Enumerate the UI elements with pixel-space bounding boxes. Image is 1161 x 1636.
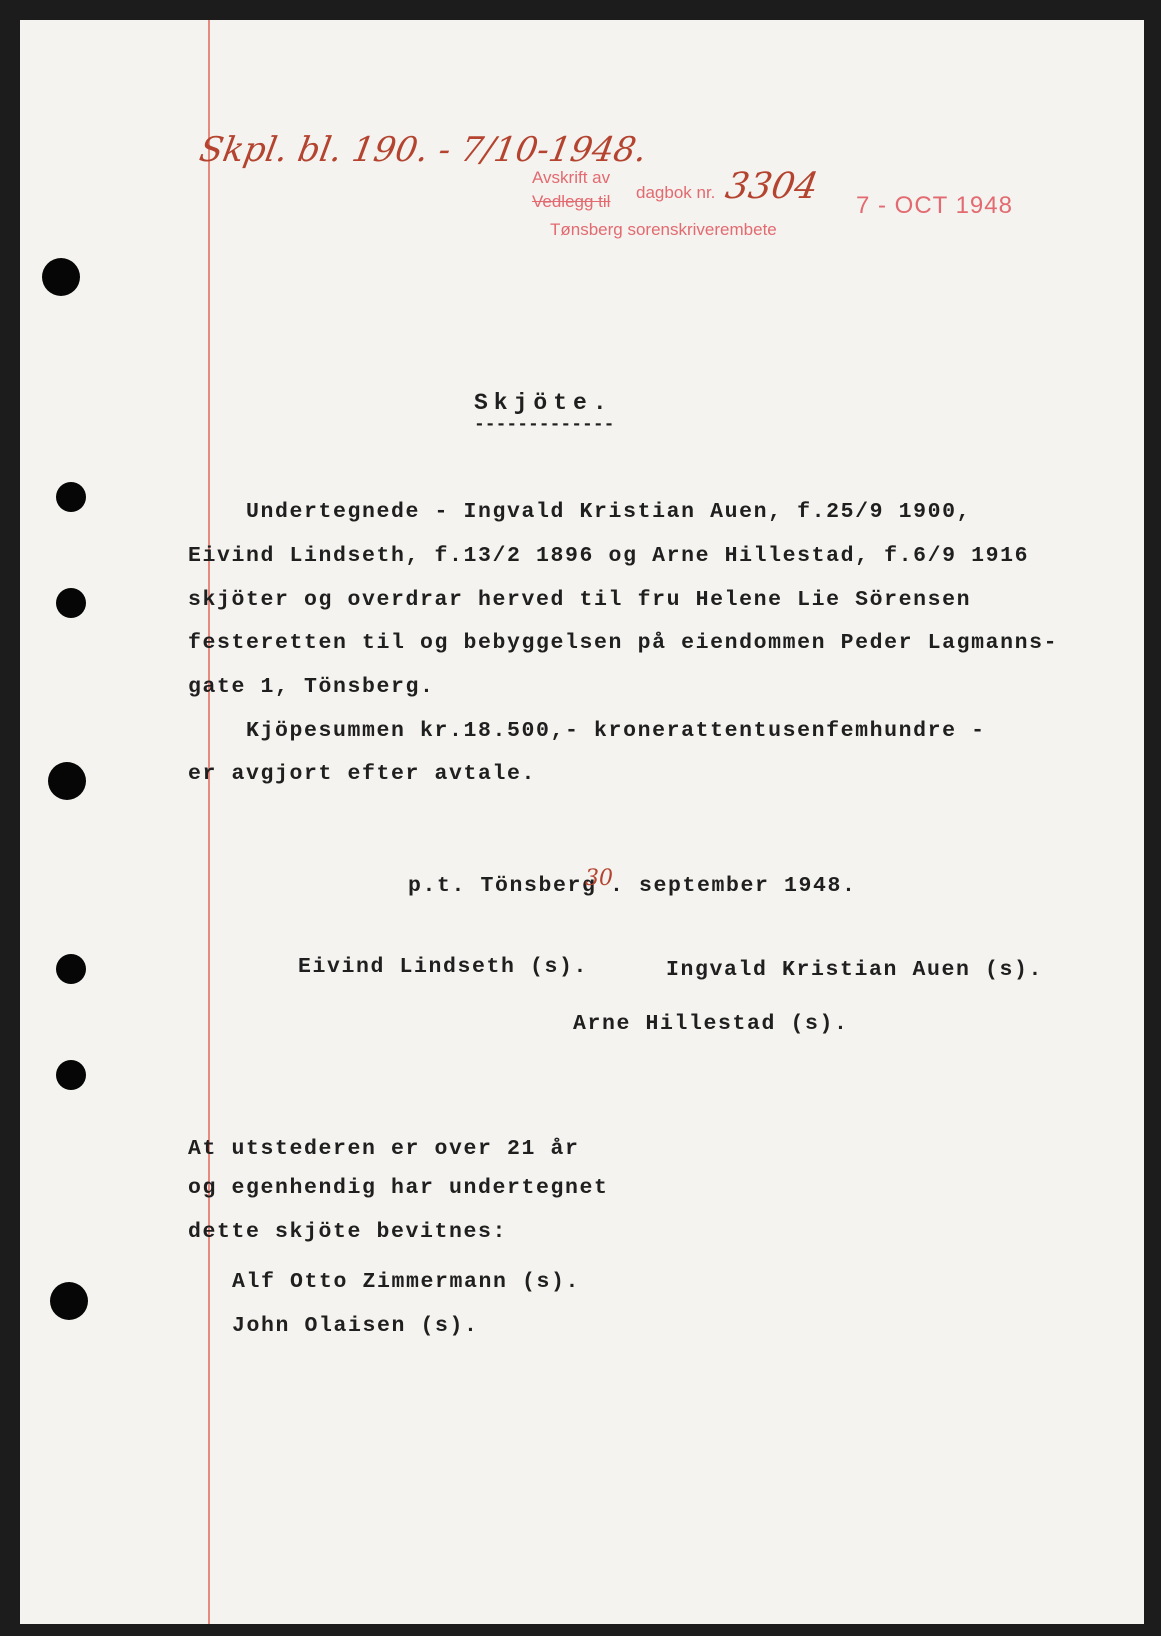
margin-line [208,20,210,1624]
place-date-suffix: . september 1948. [610,874,857,898]
document-page [20,20,1144,1624]
stamp-office: Tønsberg sorenskriverembete [550,220,777,239]
punch-hole [56,954,86,984]
body-line: Eivind Lindseth, f.13/2 1896 og Arne Hillestad, f.6/9 1916 [188,544,1030,568]
body-line: er avgjort efter avtale. [188,762,537,786]
punch-hole [42,258,80,296]
witness-name: John Olaisen (s). [232,1314,479,1338]
body-line: Undertegnede - Ingvald Kristian Auen, f.25/9 1900, [188,500,972,524]
stamp-date: 7 - OCT 1948 [856,192,1013,219]
signatory: Eivind Lindseth (s). [298,955,589,979]
witness-line: dette skjöte bevitnes: [188,1220,508,1244]
signatory: Ingvald Kristian Auen (s). [666,958,1044,982]
punch-hole [56,1060,86,1090]
punch-hole [50,1282,88,1320]
body-line: Kjöpesummen kr.18.500,- kronerattentusenfemhundre - [188,719,986,743]
punch-hole [56,482,86,512]
signatory: Arne Hillestad (s). [573,1012,849,1036]
witness-line: At utstederen er over 21 år [188,1137,580,1161]
stamp-avskrift: Avskrift av [532,168,611,187]
witness-name: Alf Otto Zimmermann (s). [232,1270,581,1294]
stamp-vedlegg: Vedlegg til [532,192,611,211]
stamp-dagbok-label: dagbok nr. [636,183,716,202]
punch-hole [56,588,86,618]
document-title: Skjöte. [474,390,613,416]
body-line: festeretten til og bebyggelsen på eiendommen Peder Lagmanns- [188,631,1059,655]
punch-hole [48,762,86,800]
place-date-day: 30 [585,866,613,891]
place-date-prefix: p.t. Tönsberg [408,874,597,898]
body-line: gate 1, Tönsberg. [188,675,435,699]
body-line: skjöter og overdrar herved til fru Helene Lie Sörensen [188,588,972,612]
title-underline: ------------- [474,415,615,435]
dagbok-number: 3304 [722,166,822,207]
handwritten-reference: Skpl. bl. 190. - 7/10-1948. [196,130,650,170]
witness-line: og egenhendig har undertegnet [188,1176,609,1200]
